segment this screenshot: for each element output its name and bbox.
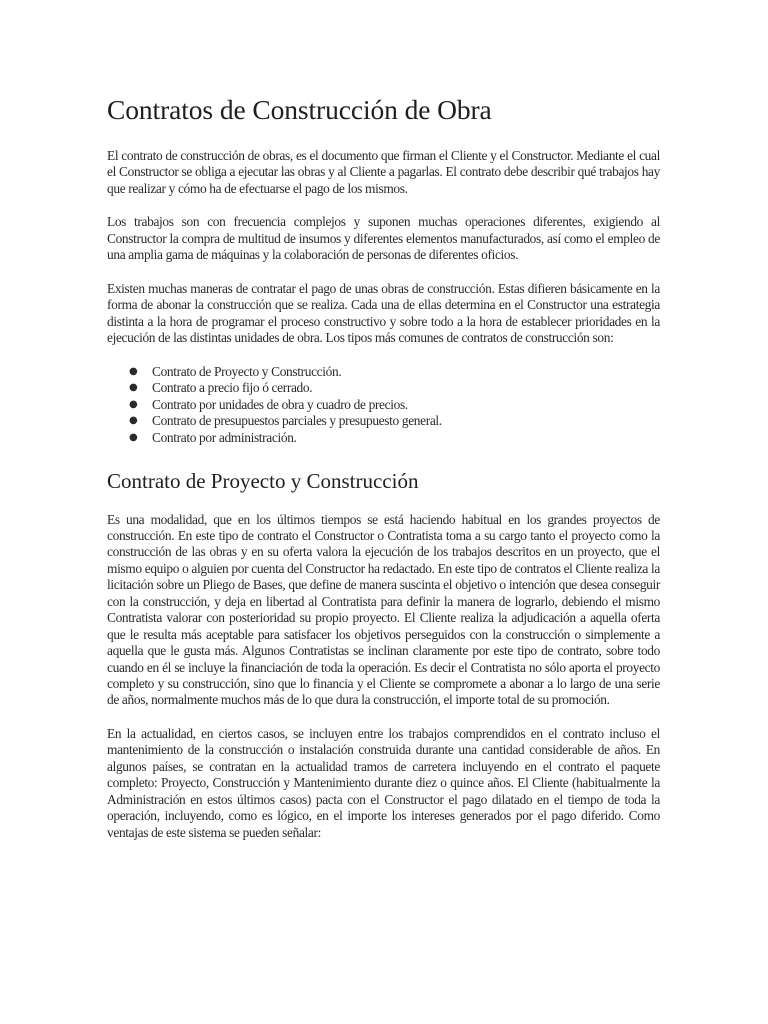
- bullet-icon: ●: [129, 415, 138, 427]
- list-item-text: Contrato a precio fijo ó cerrado.: [152, 380, 313, 396]
- bullet-icon: ●: [129, 398, 138, 410]
- list-item: [129, 429, 660, 447]
- document-page: [107, 92, 660, 858]
- list-item-text: Contrato de Proyecto y Construcción.: [152, 363, 342, 379]
- list-item-text: Contrato por administración.: [152, 429, 297, 445]
- section-heading: Contrato de Proyecto y Construcción: [107, 468, 419, 493]
- list-item: [129, 380, 660, 397]
- intro-paragraph-3: Existen muchas maneras de contratar el pago de unas obras de construcción. Estas difieren básicamente en la forma de abonar la construcción que se realiza. Cada una de ellas determina en el Constructor una estrategia distinta a la hora de programar el proceso constructivo y sobre todo a la hora de establecer prioridades en la ejecución de las distintas unidades de obra. Los tipos más comunes de contratos de construcción son:: [107, 280, 660, 346]
- bullet-icon: ●: [129, 431, 138, 443]
- list-item: [129, 413, 660, 430]
- bullet-icon: ●: [129, 365, 138, 377]
- list-item: [129, 396, 660, 414]
- intro-paragraph-2: Los trabajos son con frecuencia complejos y suponen muchas operaciones diferentes, exigiendo al Constructor la compra de multitud de insumos y diferentes elementos manufacturados, así como el empleo de una amplia gama de máquinas y la colaboración de personas de diferentes oficios.: [107, 214, 660, 263]
- contract-types-list: [107, 364, 660, 447]
- intro-paragraph-1: El contrato de construcción de obras, es el documento que firman el Cliente y el Constructor. Mediante el cual el Constructor se obliga a ejecutar las obras y al Cliente a pagarlas. El contrato debe describir qué trabajos hay que realizar y cómo ha de efectuarse el pago de los mismos.: [107, 148, 660, 196]
- section-paragraph-2: En la actualidad, en ciertos casos, se incluyen entre los trabajos comprendidos en el contrato incluso el mantenimiento de la construcción o instalación construida durante una cantidad considerable de años. En algunos países, se contratan en la actualidad tramos de carretera incluyendo en el contrato el paquete completo: Proyecto, Construcción y Mantenimiento durante diez o quince años. El Cliente (habitualmente la Administración en estos últimos casos) pacta con el Constructor el pago dilatado en el tiempo de toda la operación, incluyendo, como es lógico, en el importe los intereses generados por el pago diferido. Como ventajas de este sistema se pueden señalar:: [107, 725, 660, 840]
- section-paragraph-1: Es una modalidad, que en los últimos tiempos se está haciendo habitual en los grandes proyectos de construcción. En este tipo de contrato el Constructor o Contratista toma a su cargo tanto el proyecto como la construcción de las obras y en su oferta valora la ejecución de los trabajos descritos en un proyecto, que el mismo equipo o alguien por cuenta del Constructor ha redactado. En este tipo de contratos el Cliente realiza la licitación sobre un Pliego de Bases, que define de manera suscinta el objetivo o intención que desea conseguir con la construcción, y deja en libertad al Contratista para definir la manera de lograrlo, debiendo el mismo Contratista valorar con posterioridad su propio proyecto. El Cliente realiza la adjudicación a aquella oferta que le resulta más aceptable para satisfacer los objetivos perseguidos con la construcción o simplemente a aquella que le gusta más. Algunos Contratistas se inclinan claramente por este tipo de contrato, sobre todo cuando en él se incluye la financiación de toda la operación. Es decir el Contratista no sólo aporta el proyecto completo y su construcción, sino que lo financia y el Cliente se compromete a abonar a lo largo de una serie de años, normalmente muchos más de lo que dura la construcción, el importe total de su promoción.: [107, 511, 660, 708]
- bullet-icon: ●: [129, 382, 138, 394]
- list-item-text: Contrato por unidades de obra y cuadro de precios.: [152, 396, 408, 412]
- document-title: Contratos de Construcción de Obra: [107, 94, 492, 125]
- list-item: [129, 363, 660, 381]
- list-item-text: Contrato de presupuestos parciales y presupuesto general.: [152, 413, 442, 429]
